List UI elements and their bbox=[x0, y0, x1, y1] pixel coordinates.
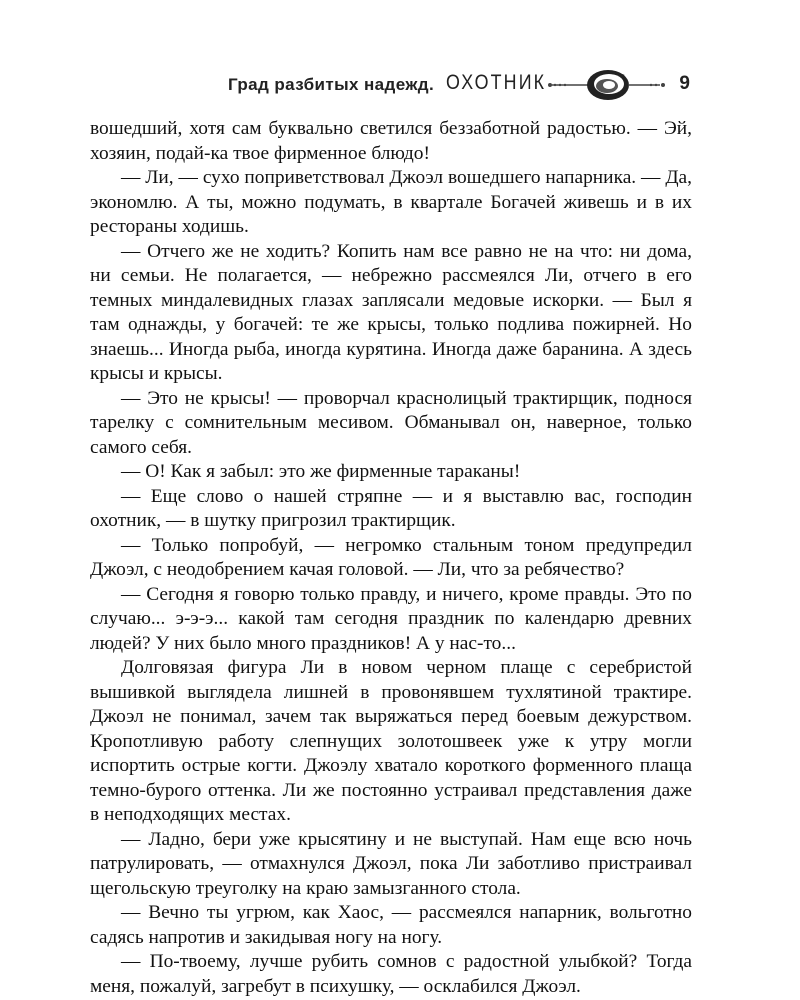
series-title: ОХОТНИК bbox=[446, 71, 547, 94]
paragraph: — По-твоему, лучше рубить сомнов с радостной улыбкой? Тогда меня, пожалуй, загребут в психушку, — осклабился Джоэл. bbox=[90, 951, 692, 997]
paragraph: — О! Как я забыл: это же фирменные тараканы! bbox=[121, 461, 521, 482]
paragraph: — Ли, — сухо поприветствовал Джоэл вошедшего напарника. — Да, экономлю. А ты, можно подумать, в квартале Богачей живешь и в их рестораны ходишь. bbox=[90, 167, 692, 237]
running-header bbox=[228, 66, 690, 106]
paragraph: — Еще слово о нашей стряпне — и я выставлю вас, господин охотник, — в шутку пригрозил трактирщик. bbox=[90, 485, 692, 531]
paragraph: — Ладно, бери уже крысятину и не выступай. Нам еще всю ночь патрулировать, — отмахнулся Джоэл, пока Ли заботливо пристраивал щегольскую треуголку на краю замызганного стола. bbox=[90, 828, 692, 899]
paragraph: вошедший, хотя сам буквально светился беззаботной радостью. — Эй, хозяин, подай-ка твое фирменное блюдо! bbox=[90, 118, 692, 164]
book-title: Град разбитых надежд. bbox=[228, 75, 435, 94]
spiral-ornament-icon bbox=[546, 66, 668, 106]
body-text bbox=[90, 117, 692, 999]
paragraph: — Вечно ты угрюм, как Хаос, — рассмеялся напарник, вольготно садясь напротив и закидывая ногу на ногу. bbox=[90, 902, 692, 948]
paragraph: — Это не крысы! — проворчал краснолицый трактирщик, поднося тарелку с сомнительным месивом. Обманывал он, наверное, только самого себя. bbox=[90, 387, 692, 458]
paragraph: Долговязая фигура Ли в новом черном плаще с серебристой вышивкой выглядела лишней в провонявшем тухлятиной трактире. Джоэл не понимал, зачем так выряжаться перед боевым дежурством. Кропотливую работу слепнущих золотошвеек уже к утру могли испортить острые когти. Джоэлу хватало короткого форменного плаща темно-бурого оттенка. Ли же постоянно устраивал представления даже в неподходящих местах. bbox=[90, 657, 692, 825]
paragraph: — Только попробуй, — негромко стальным тоном предупредил Джоэл, с неодобрением качая головой. — Ли, что за ребячество? bbox=[90, 534, 692, 580]
page-number: 9 bbox=[679, 73, 690, 94]
paragraph: — Сегодня я говорю только правду, и ничего, кроме правды. Это по случаю... э-э-э... какой там сегодня праздник по календарю древних людей? У них было много праздников! А у нас-то... bbox=[90, 583, 692, 654]
paragraph: — Отчего же не ходить? Копить нам все равно не на что: ни дома, ни семьи. Не полагается, — небрежно рассмеялся Ли, отчего в его темных миндалевидных глазах заплясали медовые искорки. — Был я там однажды, у богачей: те же крысы, только подлива пожирней. Но знаешь... Иногда рыба, иногда курятина. Иногда даже баранина. А здесь крысы и крысы. bbox=[90, 240, 692, 384]
